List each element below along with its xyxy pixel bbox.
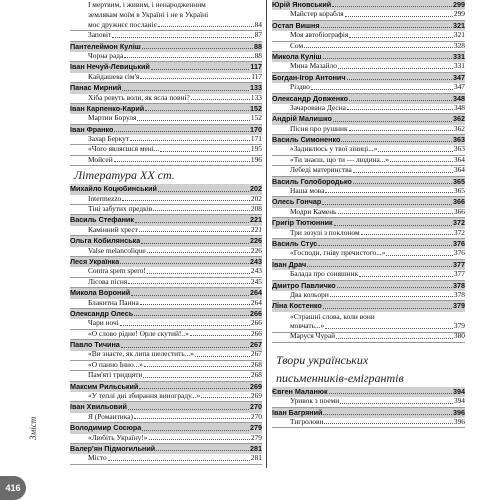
dot-leader xyxy=(114,161,250,162)
toc-entry-title: Володимир Сосюра xyxy=(70,423,142,433)
toc-page-number: 221 xyxy=(250,215,262,225)
toc-page-number: 364 xyxy=(453,154,465,164)
toc-entry-title: Я (Романтика) xyxy=(88,411,133,421)
toc-page-number: 269 xyxy=(250,381,262,391)
dot-leader xyxy=(338,213,453,214)
toc-work-row[interactable] xyxy=(70,413,262,423)
toc-page-number: 152 xyxy=(250,113,262,123)
toc-page-number: 245 xyxy=(250,276,262,286)
dot-leader xyxy=(153,210,250,211)
dot-leader xyxy=(329,393,452,394)
toc-page-number: 202 xyxy=(250,193,262,203)
toc-page-number: 328 xyxy=(453,40,465,50)
dot-leader xyxy=(114,131,249,132)
toc-page-number: 202 xyxy=(250,184,262,194)
toc-entry-title: Сом xyxy=(290,40,304,50)
toc-page-number: 267 xyxy=(250,349,262,359)
toc-page-number: 331 xyxy=(453,51,465,61)
dot-leader xyxy=(135,222,249,223)
toc-work-row[interactable] xyxy=(70,114,262,124)
dot-leader xyxy=(156,450,249,451)
dot-leader xyxy=(333,121,452,122)
toc-entry-title: Пісня про рушник xyxy=(290,123,348,133)
toc-entry-title: Балада про соняшник xyxy=(290,269,359,279)
toc-entry-title: Панас Мирний xyxy=(70,83,122,93)
toc-work-row[interactable] xyxy=(70,205,262,215)
toc-entry-title: Пам'яті тридцяти xyxy=(88,370,143,380)
side-tab-label: Змiст xyxy=(28,416,38,440)
dot-leader xyxy=(134,315,249,316)
toc-entry-title: Іван Драч xyxy=(272,259,307,269)
toc-entry-title: Тіні забутих предків xyxy=(88,204,153,214)
toc-page-number: 347 xyxy=(453,72,465,82)
toc-page-number: 264 xyxy=(250,297,262,307)
toc-page-number: 133 xyxy=(250,83,262,93)
dot-leader xyxy=(321,27,452,28)
dot-leader xyxy=(307,266,452,267)
toc-entry-title: І мертвим, і живим, і ненародженним xyxy=(88,0,206,9)
dot-leader xyxy=(149,439,250,440)
dot-leader xyxy=(325,192,452,193)
toc-page-number: 366 xyxy=(453,206,465,216)
dot-leader xyxy=(201,397,250,398)
toc-page-number: 84 xyxy=(254,19,262,29)
toc-entry-title: Леся Українка xyxy=(70,256,120,266)
toc-entry-title: Василь Стус xyxy=(272,238,318,248)
dot-leader xyxy=(134,418,250,419)
toc-page-number: 88 xyxy=(254,41,262,51)
dot-leader xyxy=(345,16,453,17)
dot-leader xyxy=(147,273,250,274)
toc-page-number: 268 xyxy=(250,370,262,380)
toc-page-number: 376 xyxy=(453,238,465,248)
toc-page-number: 348 xyxy=(453,102,465,112)
toc-page-number: 321 xyxy=(453,20,465,30)
toc-work-row[interactable] xyxy=(70,392,262,402)
toc-page-number: 380 xyxy=(453,331,465,341)
dot-leader xyxy=(122,90,249,91)
dot-leader xyxy=(137,120,249,121)
dot-leader xyxy=(386,255,452,256)
toc-entry-title: Іван Багряний xyxy=(272,407,323,417)
toc-author-row[interactable] xyxy=(272,301,465,311)
toc-entry-title: Чорна рада xyxy=(88,50,124,60)
toc-entry-title: Іван Карпенко-Карий xyxy=(70,103,145,113)
toc-entry-title: Олександр Довженко xyxy=(272,93,348,103)
toc-page-number: 363 xyxy=(453,135,465,145)
toc-entry-title: Блакитна Панна xyxy=(88,297,139,307)
dot-leader xyxy=(139,231,250,232)
dot-leader xyxy=(147,252,250,253)
toc-entry-title: Юрій Яновський xyxy=(272,0,332,9)
toc-page-number: 226 xyxy=(250,245,262,255)
page-number-badge: 416 xyxy=(0,476,26,500)
toc-entry-title: Лісова пісня xyxy=(88,276,128,286)
toc-work-row[interactable] xyxy=(70,94,262,104)
toc-entry-title: Василь Голобородько xyxy=(272,176,352,186)
dot-leader xyxy=(318,245,452,246)
toc-entry-title: Хіба ревуть воли, як ясла повні? xyxy=(88,92,190,102)
toc-page-number: 152 xyxy=(250,103,262,113)
toc-page-number: 133 xyxy=(250,92,262,102)
dot-leader xyxy=(353,183,452,184)
dot-leader xyxy=(390,161,453,162)
dot-leader xyxy=(122,200,250,201)
toc-work-row[interactable] xyxy=(272,166,465,176)
dot-leader xyxy=(341,141,452,142)
toc-work-row[interactable] xyxy=(272,249,465,259)
dot-leader xyxy=(121,347,249,348)
toc-entry-title: Василь Симоненко xyxy=(272,135,341,145)
toc-work-row[interactable] xyxy=(272,333,465,343)
toc-work-row[interactable] xyxy=(70,31,262,41)
dot-leader xyxy=(151,69,250,70)
section-heading: письменників-емігрантів xyxy=(276,370,404,385)
toc-page-number: 117 xyxy=(251,71,262,81)
dot-leader xyxy=(160,151,250,152)
toc-work-row[interactable] xyxy=(272,10,465,20)
dot-leader xyxy=(195,356,250,357)
toc-page-number: 365 xyxy=(453,186,465,196)
toc-entry-title: Іван Франко xyxy=(70,124,114,134)
toc-entry-title: «Задивлюсь у твої зіниці...» xyxy=(290,144,378,154)
toc-page-number: 266 xyxy=(250,328,262,338)
toc-entry-title: Олександр Олесь xyxy=(70,308,134,318)
toc-entry-title: Захар Беркут xyxy=(88,134,130,144)
toc-page-number: 377 xyxy=(453,269,465,279)
toc-entry-title: Valse melancolique xyxy=(88,245,146,255)
toc-entry-title: Пантелеймон Куліш xyxy=(70,41,141,51)
toc-page-number: 264 xyxy=(250,288,262,298)
toc-work-row[interactable] xyxy=(70,278,262,288)
dot-leader xyxy=(322,204,452,205)
toc-page-number: 331 xyxy=(453,61,465,71)
dot-leader xyxy=(131,295,249,296)
toc-entry-title: Камінний хрест xyxy=(88,224,138,234)
dot-leader xyxy=(141,243,249,244)
toc-entry-title: Павло Тичина xyxy=(70,340,120,350)
toc-entry-title: Іван Нечуй-Левицький xyxy=(70,62,150,72)
toc-page-number: 268 xyxy=(250,359,262,369)
dot-leader xyxy=(347,79,452,80)
toc-left-column xyxy=(70,0,262,465)
toc-page-number: 299 xyxy=(453,9,465,19)
toc-page-number: 279 xyxy=(250,423,262,433)
dot-leader xyxy=(349,37,453,38)
dot-leader xyxy=(120,263,249,264)
toc-entry-title: Богдан-Ігор Антонич xyxy=(272,72,346,82)
toc-work-row[interactable] xyxy=(70,434,262,444)
toc-entry-title: Intermezzo xyxy=(88,193,122,203)
toc-work-row[interactable] xyxy=(272,42,465,52)
toc-page-number: 372 xyxy=(453,227,465,237)
toc-page-number: 394 xyxy=(453,386,465,396)
toc-page-number: 266 xyxy=(250,318,262,328)
dot-leader xyxy=(112,37,253,38)
toc-entry-title: Заповіт xyxy=(88,30,112,40)
toc-entry-title: мовчать...» xyxy=(290,321,325,331)
toc-entry-title: Тигролови xyxy=(290,417,324,427)
toc-page-number: 378 xyxy=(453,280,465,290)
toc-entry-title: Різдво xyxy=(290,82,310,92)
toc-work-row[interactable] xyxy=(70,247,262,257)
spacer xyxy=(272,343,465,351)
dot-leader xyxy=(337,287,452,288)
toc-page-number: 377 xyxy=(453,259,465,269)
toc-work-row[interactable] xyxy=(272,418,465,428)
toc-entry-title: Моя автобіографія xyxy=(290,30,349,40)
toc-entry-title: Чари ночі xyxy=(88,318,119,328)
section-heading: Твори українських xyxy=(276,352,369,367)
dot-leader xyxy=(158,26,254,27)
toc-work-row[interactable] xyxy=(272,229,465,239)
toc-entry-title: Модри Камень xyxy=(290,206,337,216)
toc-work-row[interactable] xyxy=(70,371,262,381)
dot-leader xyxy=(145,110,249,111)
toc-entry-title: Валер'ян Підмогильний xyxy=(70,444,156,453)
dot-leader xyxy=(130,140,250,141)
toc-work-row[interactable] xyxy=(70,226,262,236)
toc-page-number: 379 xyxy=(453,321,465,331)
toc-entry-title: «Ти знаєш, що ти — людина...» xyxy=(290,154,390,164)
toc-work-row[interactable] xyxy=(70,330,262,340)
toc-work-row[interactable] xyxy=(272,62,465,72)
toc-entry-title: Зачарована Десна xyxy=(290,102,346,112)
dot-leader xyxy=(304,47,453,48)
dot-leader xyxy=(323,308,452,309)
dot-leader xyxy=(334,225,452,226)
toc-entry-title: «Чого являєшся мені... xyxy=(88,144,160,154)
toc-entry-title: Уривок з поеми xyxy=(290,396,340,406)
dot-leader xyxy=(120,325,250,326)
toc-entry-title: Ліна Костенко xyxy=(272,301,322,311)
toc-page-number: 195 xyxy=(250,144,262,154)
toc-entry-title: Мартин Боруля xyxy=(88,113,137,123)
toc-work-row[interactable] xyxy=(70,0,262,10)
dot-leader xyxy=(349,100,452,101)
toc-page-number: 365 xyxy=(453,176,465,186)
toc-page-number: 171 xyxy=(250,134,262,144)
dot-leader xyxy=(158,191,249,192)
dot-leader xyxy=(340,403,453,404)
toc-page-number: 87 xyxy=(254,30,262,40)
toc-entry-title: Іван Хвильовий xyxy=(70,402,127,412)
toc-entry-title: Григір Тютюнник xyxy=(272,218,333,228)
toc-work-row[interactable] xyxy=(70,73,262,83)
toc-page-number: 226 xyxy=(250,236,262,246)
toc-entry-title: моє дружнєє посланіє xyxy=(88,19,157,29)
toc-page-number: 362 xyxy=(453,123,465,133)
toc-page-number: 270 xyxy=(250,411,262,421)
toc-page-number: 267 xyxy=(250,340,262,350)
toc-work-row[interactable] xyxy=(272,270,465,280)
toc-entry-title: Євген Маланюк xyxy=(272,386,328,396)
toc-entry-title: Микола Вороний xyxy=(70,288,131,298)
toc-page-number: 348 xyxy=(453,93,465,103)
toc-page-number: 243 xyxy=(250,266,262,276)
dot-leader xyxy=(359,276,453,277)
toc-work-row[interactable] xyxy=(70,156,262,166)
toc-page-number: 394 xyxy=(453,396,465,406)
toc-page-number: 281 xyxy=(250,453,262,463)
toc-right-column xyxy=(272,0,465,428)
toc-entry-title: Михайло Коцюбинський xyxy=(70,184,157,194)
toc-entry-title: Мойсей xyxy=(88,154,113,164)
dot-leader xyxy=(332,6,452,7)
dot-leader xyxy=(330,296,453,297)
toc-entry-title: «У теплі дні збирання винограду...» xyxy=(88,391,201,401)
toc-entry-title: Три зозулі з поклоном xyxy=(290,227,360,237)
toc-page-number: 363 xyxy=(453,144,465,154)
toc-entry-title: Два кольори xyxy=(290,289,329,299)
toc-entry-title: Остап Вишня xyxy=(272,20,320,30)
dot-leader xyxy=(139,388,249,389)
toc-page-number: 270 xyxy=(250,402,262,412)
toc-work-row[interactable] xyxy=(70,299,262,309)
toc-work-row[interactable] xyxy=(272,291,465,301)
dot-leader xyxy=(128,409,249,410)
toc-work-row[interactable] xyxy=(272,104,465,114)
toc-work-row[interactable] xyxy=(272,83,465,93)
toc-entry-title: Андрій Малишко xyxy=(272,114,332,124)
dot-leader xyxy=(190,335,250,336)
toc-work-row[interactable] xyxy=(70,454,262,464)
toc-entry-title: «О слово рідне! Орле скутий!..» xyxy=(88,328,189,338)
toc-page-number: 379 xyxy=(453,301,465,311)
toc-entry-title: Майстер корабля xyxy=(290,9,344,19)
toc-page-number: 269 xyxy=(250,391,262,401)
toc-entry-title: «Любіть Україну!» xyxy=(88,432,148,442)
toc-entry-title: Василь Стефаник xyxy=(70,215,134,225)
dot-leader xyxy=(128,283,250,284)
column-divider xyxy=(266,0,267,468)
toc-page-number: 243 xyxy=(250,256,262,266)
dot-leader xyxy=(140,78,250,79)
toc-work-row[interactable] xyxy=(272,187,465,197)
dot-leader xyxy=(361,234,453,235)
toc-entry-title: Микола Куліш xyxy=(272,51,322,61)
toc-page-number: 362 xyxy=(453,114,465,124)
toc-work-row[interactable] xyxy=(70,52,262,62)
toc-page-number: 347 xyxy=(453,82,465,92)
toc-page-number: 196 xyxy=(250,154,262,164)
toc-page-number: 321 xyxy=(453,30,465,40)
toc-page-number: 88 xyxy=(254,50,262,60)
dot-leader xyxy=(353,172,453,173)
toc-entry-title: Максим Рильський xyxy=(70,381,139,391)
dot-leader xyxy=(349,130,453,131)
toc-entry-title: Олесь Гончар xyxy=(272,197,322,207)
toc-page-number: 299 xyxy=(453,0,465,9)
dot-leader xyxy=(140,304,250,305)
dot-leader xyxy=(108,460,250,461)
dot-leader xyxy=(142,48,253,49)
toc-work-row[interactable] xyxy=(272,208,465,218)
dot-leader xyxy=(378,151,452,152)
toc-page-number: 208 xyxy=(250,204,262,214)
dot-leader xyxy=(324,423,452,424)
dot-leader xyxy=(124,57,253,58)
toc-entry-title: «Господи, гніву пречистого...» xyxy=(290,248,386,258)
toc-entry-title: Contra spem spero! xyxy=(88,266,146,276)
toc-entry-title: Мина Мазайло xyxy=(290,61,337,71)
toc-page-number: 376 xyxy=(453,248,465,258)
toc-page-number: 170 xyxy=(250,124,262,134)
toc-entry-title: Ольга Кобилянська xyxy=(70,236,141,246)
toc-work-row[interactable] xyxy=(272,125,465,135)
section-heading: Література XX ст. xyxy=(74,168,175,183)
toc-page-number: 221 xyxy=(250,224,262,234)
toc-page-number: 117 xyxy=(250,62,262,72)
toc-page-number: 378 xyxy=(453,289,465,299)
dot-leader xyxy=(191,99,250,100)
toc-page-number: 266 xyxy=(250,308,262,318)
toc-page-number: 279 xyxy=(250,432,262,442)
dot-leader xyxy=(338,68,453,69)
toc-entry-title: Місто xyxy=(88,453,107,463)
toc-page-number: 364 xyxy=(453,165,465,175)
dot-leader xyxy=(311,89,453,90)
toc-entry-title: Дмитро Павличко xyxy=(272,280,336,290)
dot-leader xyxy=(347,109,453,110)
toc-entry-title: «Страшні слова, коли вони xyxy=(290,311,375,321)
toc-page-number: 396 xyxy=(453,417,465,427)
dot-leader xyxy=(325,328,453,329)
dot-leader xyxy=(144,366,250,367)
dot-leader xyxy=(323,58,452,59)
toc-page-number: 372 xyxy=(453,218,465,228)
toc-page-number: 366 xyxy=(453,197,465,207)
dot-leader xyxy=(142,430,249,431)
toc-entry-title: Наша мова xyxy=(290,186,325,196)
toc-entry-title: землякам моїм в Україні і не в Україні xyxy=(88,10,209,20)
toc-entry-title: Лебеді материнства xyxy=(290,165,352,175)
toc-entry-title: «Ви знаєте, як липа шелестить...» xyxy=(88,349,194,359)
toc-page-number: 396 xyxy=(453,407,465,417)
dot-leader xyxy=(336,338,453,339)
toc-page-number: 281 xyxy=(250,444,262,453)
toc-entry-title: «О панно Інно...» xyxy=(88,359,143,369)
toc-entry-title: Кайдашева сім'я xyxy=(88,71,140,81)
dot-leader xyxy=(143,377,249,378)
toc-work-row[interactable] xyxy=(272,397,465,407)
toc-entry-title: Маруся Чурай xyxy=(290,331,336,341)
dot-leader xyxy=(323,414,452,415)
